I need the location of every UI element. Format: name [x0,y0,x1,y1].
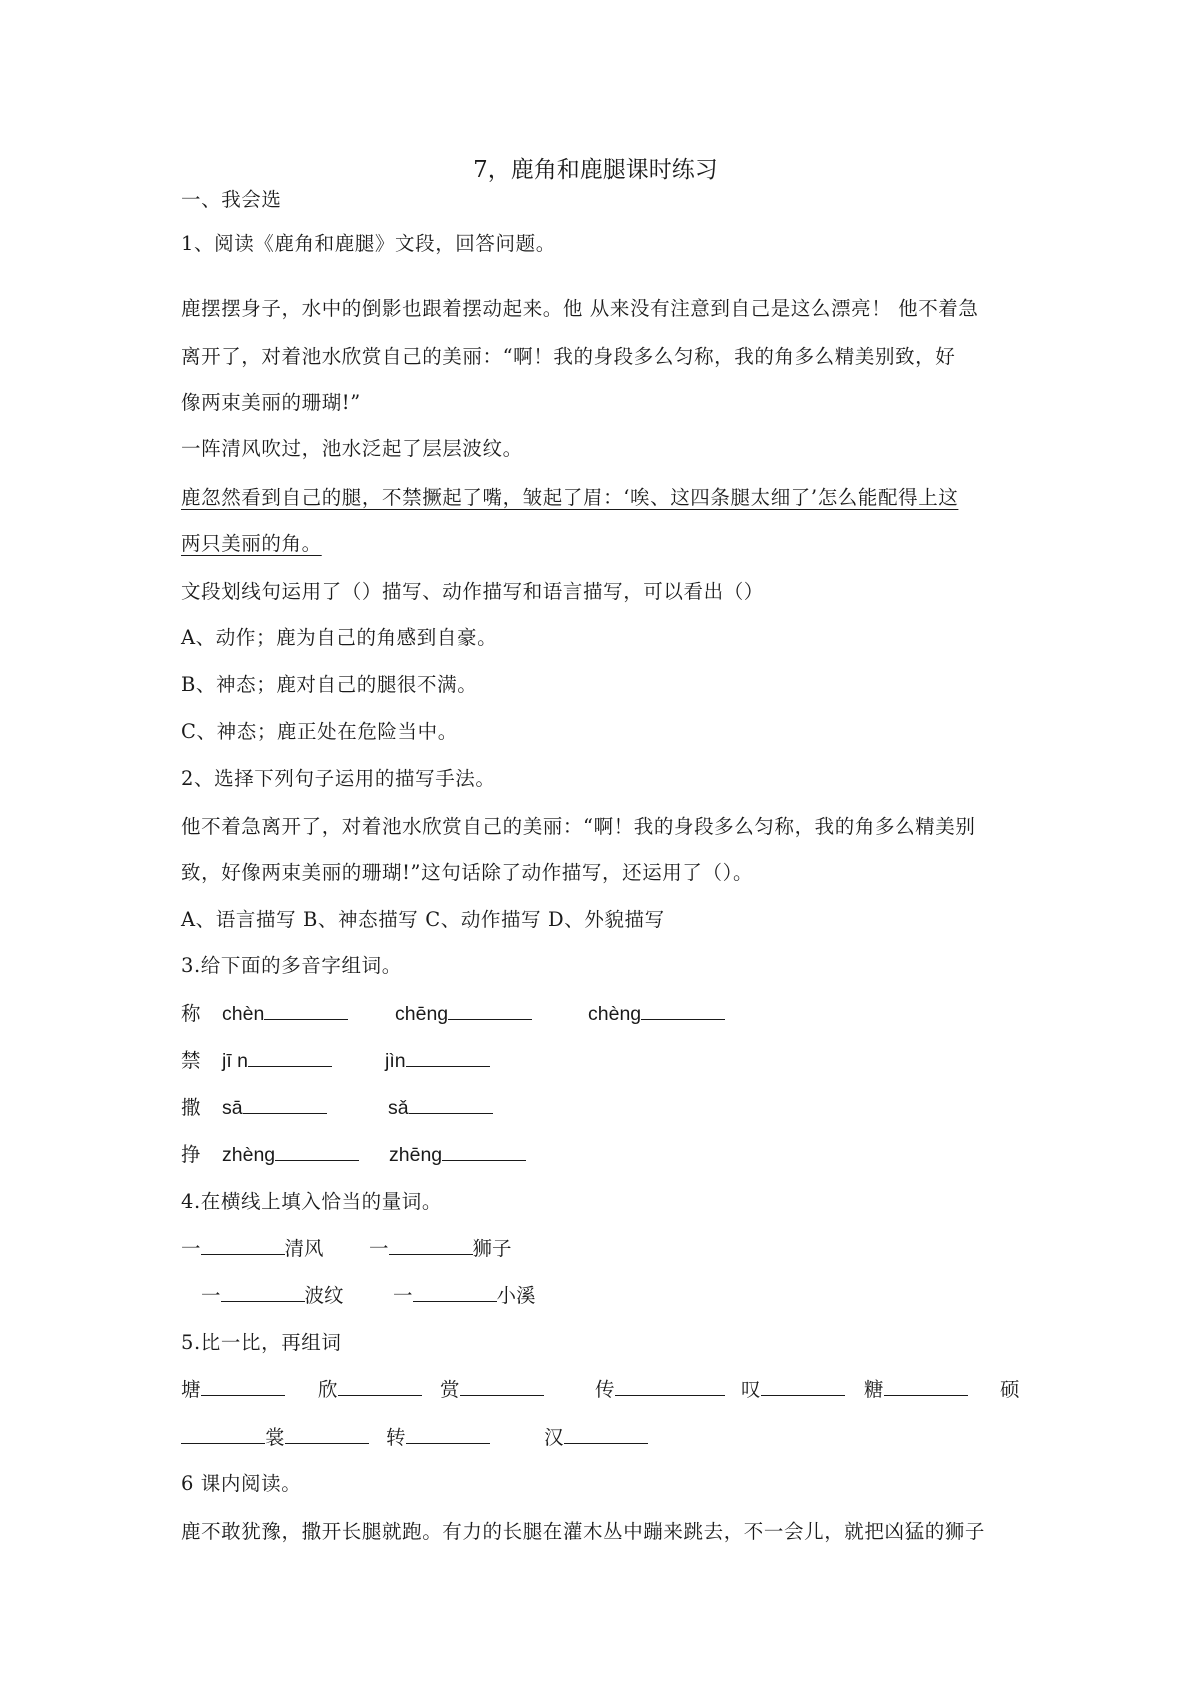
q6-passage-line: 鹿不敢犹豫，撒开长腿就跑。有力的长腿在灌木丛中蹦来跳去，不一会儿，就把凶猛的狮子 [181,1520,986,1543]
answer-blank[interactable] [221,1281,305,1302]
polyphone-char: 撒 [181,1096,201,1119]
q2-sentence-line: 他不着急离开了，对着池水欣赏自己的美丽：“啊！我的身段多么匀称，我的角多么精美别 [181,815,976,838]
compare-char-item: 硕 [1000,1378,1020,1401]
q2-sentence-line: 致，好像两束美丽的珊瑚!”这句话除了动作描写，还运用了（）。 [181,861,754,884]
q5-prompt: 5.比一比，再组词 [181,1331,342,1354]
answer-blank[interactable] [201,1234,285,1255]
polyphone-entry: sǎ [388,1092,493,1124]
q1-question: 文段划线句运用了（）描写、动作描写和语言描写，可以看出（） [181,580,764,603]
polyphone-char: 禁 [181,1049,201,1072]
q1-passage-line: 像两束美丽的珊瑚!” [181,391,361,414]
page-title: 7，鹿角和鹿腿课时练习 [473,157,718,183]
answer-blank[interactable] [564,1423,648,1444]
compare-char-item: 裳 [181,1422,369,1454]
polyphone-char: 挣 [181,1143,201,1166]
q1-passage-line: 鹿摆摆身子，水中的倒影也跟着摆动起来。他 从来没有注意到自己是这么漂亮！ 他不着急 [181,297,979,320]
answer-blank[interactable] [243,1093,327,1114]
q2-prompt: 2、选择下列句子运用的描写手法。 [181,767,496,790]
answer-blank[interactable] [275,1140,359,1161]
answer-blank[interactable] [442,1140,526,1161]
q3-prompt: 3.给下面的多音字组词。 [181,954,402,977]
q1-passage-line: 离开了，对着池水欣赏自己的美丽：“啊！我的身段多么匀称，我的角多么精美别致，好 [181,345,956,368]
answer-blank[interactable] [264,999,348,1020]
q1-passage-line: 一阵清风吹过，池水泛起了层层波纹。 [181,437,523,460]
answer-blank[interactable] [201,1375,285,1396]
measure-word-item: 一 狮子 [369,1233,512,1265]
compare-char-item: 欣 [318,1374,422,1406]
polyphone-entry: jìn [385,1045,490,1077]
q4-prompt: 4.在横线上填入恰当的量词。 [181,1190,443,1213]
answer-blank[interactable] [285,1423,369,1444]
answer-blank[interactable] [338,1375,422,1396]
answer-blank[interactable] [406,1423,490,1444]
compare-char-item: 塘 [181,1374,285,1406]
polyphone-entry: sā [222,1092,327,1124]
measure-word-item: 一 波纹 [201,1280,344,1312]
answer-blank[interactable] [761,1375,845,1396]
answer-blank[interactable] [615,1375,725,1396]
answer-blank[interactable] [413,1281,497,1302]
measure-word-item: 一 小溪 [393,1280,536,1312]
answer-blank[interactable] [406,1046,490,1067]
measure-word-item: 一 清风 [181,1233,324,1265]
compare-char-item: 叹 [741,1374,845,1406]
q1-underlined-sentence: 鹿忽然看到自己的腿，不禁撅起了嘴，皱起了眉：‘唉、这四条腿太细了’怎么能配得上这 [181,486,959,509]
compare-char-item: 传 [595,1374,725,1406]
answer-blank[interactable] [181,1423,265,1444]
answer-blank[interactable] [409,1093,493,1114]
q1-option-a: A、动作；鹿为自己的角感到自豪。 [181,626,498,649]
polyphone-entry: chèng [588,998,725,1030]
q2-options: A、语言描写 B、神态描写 C、动作描写 D、外貌描写 [181,908,665,931]
polyphone-entry: jī n [222,1045,332,1077]
answer-blank[interactable] [460,1375,544,1396]
polyphone-char: 称 [181,1002,201,1025]
q6-prompt: 6 课内阅读。 [181,1472,302,1495]
compare-char-item: 赏 [440,1374,544,1406]
polyphone-entry: chēng [395,998,532,1030]
polyphone-entry: zhèng [222,1139,359,1171]
answer-blank[interactable] [448,999,532,1020]
q1-option-c: C、神态；鹿正处在危险当中。 [181,720,458,743]
answer-blank[interactable] [641,999,725,1020]
q1-prompt: 1、阅读《鹿角和鹿腿》文段，回答问题。 [181,232,556,255]
compare-char-item: 转 [386,1422,490,1454]
answer-blank[interactable] [248,1046,332,1067]
answer-blank[interactable] [884,1375,968,1396]
compare-char-item: 汉 [544,1422,648,1454]
polyphone-entry: chèn [222,998,348,1030]
answer-blank[interactable] [389,1234,473,1255]
compare-char-item: 糖 [864,1374,968,1406]
q1-underlined-sentence: 两只美丽的角。 [181,532,322,555]
section-heading: 一、我会选 [181,188,282,211]
polyphone-entry: zhēng [389,1139,526,1171]
q1-option-b: B、神态；鹿对自己的腿很不满。 [181,673,478,696]
